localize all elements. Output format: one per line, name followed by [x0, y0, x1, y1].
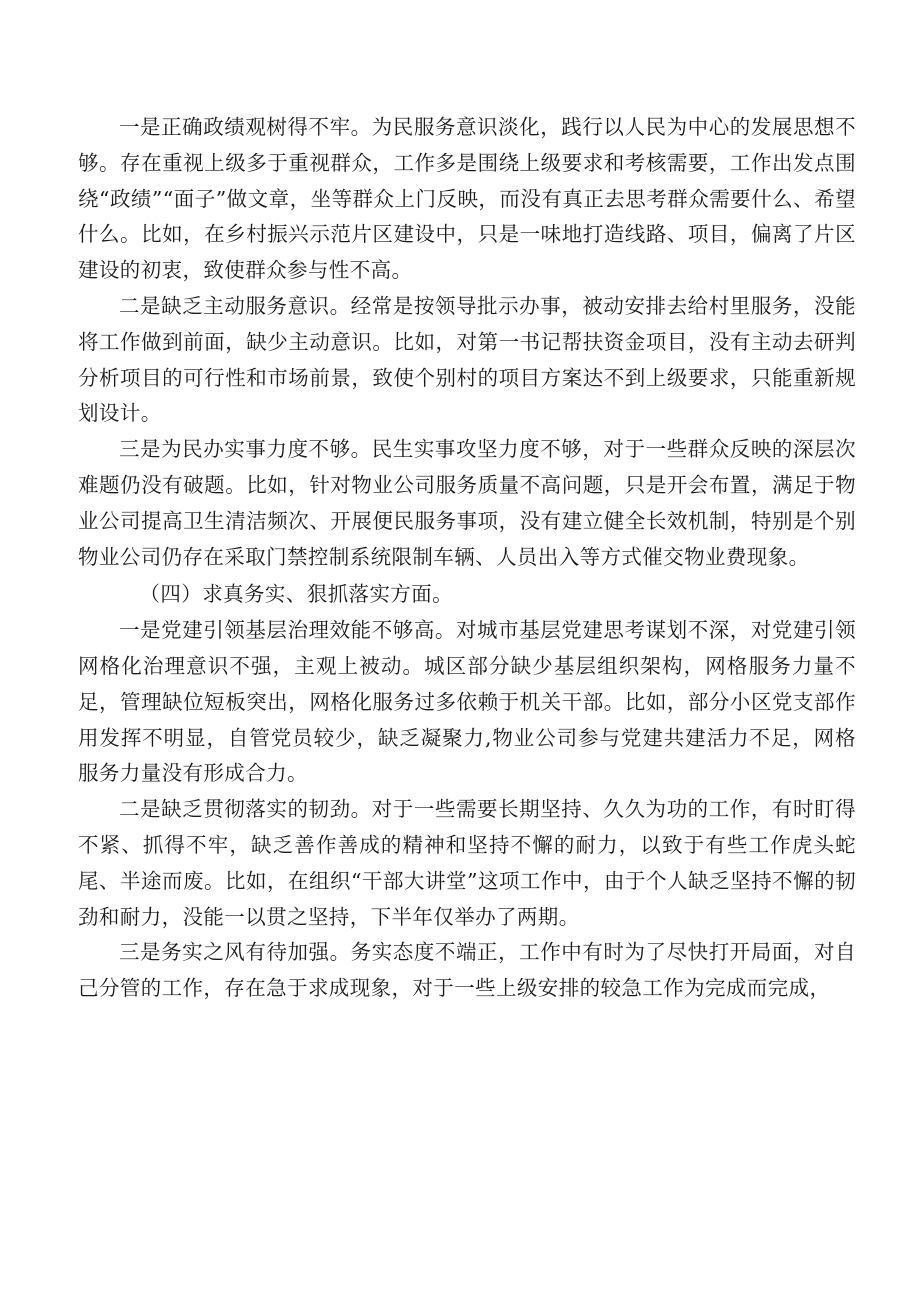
paragraph-3: 三是为民办实事力度不够。民生实事攻坚力度不够，对于一些群众反映的深层次难题仍没有破题。比如，针对物业公司服务质量不高问题，只是开会布置，满足于物业公司提高卫生清洁频次、开展便民服务事项，没有建立健全长效机制，特别是个别物业公司仍存在采取门禁控制系统限制车辆、人员出入等方式催交物业费现象。	[78, 437, 856, 569]
paragraph-1: 一是正确政绩观树得不牢。为民服务意识淡化，践行以人民为中心的发展思想不够。存在重视上级多于重视群众，工作多是围绕上级要求和考核需要，工作出发点围绕“政绩”“面子”做文章，坐等群众上门反映，而没有真正去思考群众需要什么、希望什么。比如，在乡村振兴示范片区建设中，只是一味地打造线路、项目，偏离了片区建设的初衷，致使群众参与性不高。	[78, 115, 856, 283]
paragraph-5: 二是缺乏贯彻落实的韧劲。对于一些需要长期坚持、久久为功的工作，有时盯得不紧、抓得不牢，缺乏善作善成的精神和坚持不懈的耐力，以致于有些工作虎头蛇尾、半途而废。比如，在组织“干部大讲堂”这项工作中，由于个人缺乏坚持不懈的韧劲和耐力，没能一以贯之坚持，下半年仅举办了两期。	[78, 797, 856, 929]
section-heading: （四）求真务实、狠抓落实方面。	[139, 582, 453, 607]
paragraph-2: 二是缺乏主动服务意识。经常是按领导批示办事，被动安排去给村里服务，没能将工作做到前面，缺少主动意识。比如，对第一书记帮扶资金项目，没有主动去研判分析项目的可行性和市场前景，致使个别村的项目方案达不到上级要求，只能重新规划设计。	[78, 293, 856, 426]
paragraph-4: 一是党建引领基层治理效能不够高。对城市基层党建思考谋划不深，对党建引领网格化治理意识不强，主观上被动。城区部分缺少基层组织架构，网格服务力量不足，管理缺位短板突出，网格化服务过多依赖于机关干部。比如，部分小区党支部作用发挥不明显，自管党员较少，缺乏凝聚力,物业公司参与党建共建活力不足，网格服务力量没有形成合力。	[78, 618, 856, 786]
paragraph-6: 三是务实之风有待加强。务实态度不端正，工作中有时为了尽快打开局面，对自己分管的工作，存在急于求成现象，对于一些上级安排的较急工作为完成而完成，	[78, 940, 856, 1001]
